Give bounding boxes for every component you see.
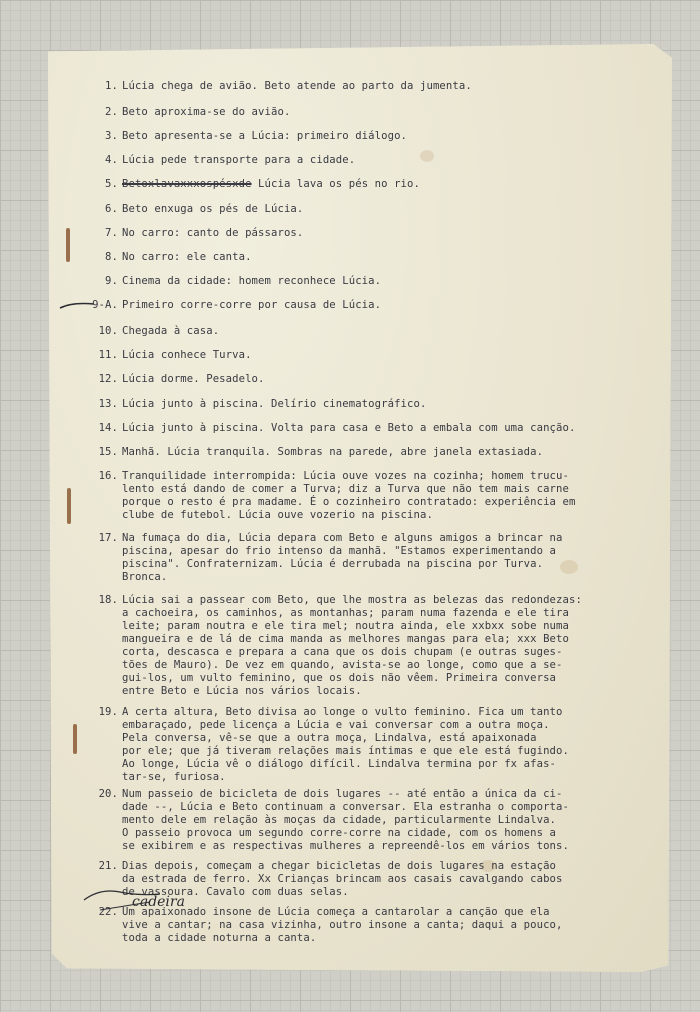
item-number: 2.	[105, 106, 118, 118]
item-line: Tranquilidade interrompida: Lúcia ouve vozes na cozinha; homem trucu-	[122, 470, 569, 482]
item-line: porque o resto é pra madame. É o cozinheiro contratado: experiência em	[122, 496, 576, 508]
item-line: Lúcia lava os pés no rio.	[251, 178, 420, 190]
item-text	[122, 470, 650, 522]
rust-mark	[66, 228, 70, 262]
item-number: 16.	[98, 470, 118, 482]
item-text	[122, 594, 650, 698]
item-line: de vassoura. Cavalo com duas selas.	[122, 886, 349, 898]
item-line: Lúcia junto à piscina. Volta para casa e Beto a embala com uma canção.	[122, 422, 576, 434]
item-line: tar-se, furiosa.	[122, 771, 226, 783]
item-text	[122, 106, 650, 119]
item-number: 20.	[98, 788, 118, 800]
item-line: mento dele em relação às moças da cidade, particularmente Lindalva.	[122, 814, 557, 826]
item-line: Beto enxuga os pés de Lúcia.	[122, 203, 304, 215]
item-line: piscina, apesar do frio intenso da manhã. "Estamos experimentando a	[122, 545, 557, 557]
item-number: 1.	[105, 80, 118, 92]
item-line: clube de futebol. Lúcia ouve vozerio na piscina.	[122, 509, 433, 521]
item-text	[122, 251, 650, 264]
item-text	[122, 349, 650, 362]
item-number: 22.	[98, 906, 118, 918]
item-line: leite; param noutra e ele tira mel; noutra ainda, ele xxbxx sobe numa	[122, 620, 569, 632]
item-line: vive a cantar; na casa vizinha, outro insone a canta; daqui a pouco,	[122, 919, 563, 931]
item-line: Lúcia dorme. Pesadelo.	[122, 373, 265, 385]
item-text	[122, 299, 650, 312]
item-line: Chegada à casa.	[122, 325, 220, 337]
item-number: 9-A.	[92, 299, 118, 311]
item-line: Primeiro corre-corre por causa de Lúcia.	[122, 299, 382, 311]
item-line: Dias depois, começam a chegar bicicletas de dois lugares na estação	[122, 860, 557, 872]
item-number: 15.	[98, 446, 118, 458]
item-line: Ao longe, Lúcia vê o diálogo difícil. Lindalva termina por fx afas-	[122, 758, 557, 770]
item-number: 17.	[98, 532, 118, 544]
item-line: Pela conversa, vê-se que a outra moça, Lindalva, está apaixonada	[122, 732, 537, 744]
item-number: 6.	[105, 203, 118, 215]
item-line: Beto apresenta-se a Lúcia: primeiro diálogo.	[122, 130, 408, 142]
item-number: 21.	[98, 860, 118, 872]
item-line: Na fumaça do dia, Lúcia depara com Beto e alguns amigos a brincar na	[122, 532, 563, 544]
struck-text: Betoxlavaxxxospésxde	[122, 178, 252, 190]
item-line: piscina". Confraternizam. Lúcia é derrubada na piscina por Turva.	[122, 558, 544, 570]
item-text	[122, 706, 650, 784]
item-line: A certa altura, Beto divisa ao longe o vulto feminino. Fica um tanto	[122, 706, 563, 718]
item-text	[122, 203, 650, 216]
item-text	[122, 532, 650, 584]
item-line: Cinema da cidade: homem reconhece Lúcia.	[122, 275, 382, 287]
item-line: da estrada de ferro. Xx Crianças brincam aos casais cavalgando cabos	[122, 873, 563, 885]
rust-mark	[73, 724, 77, 754]
item-line: gui-los, um vulto feminino, que os dois não vêem. Primeira conversa	[122, 672, 557, 684]
item-number: 11.	[98, 349, 118, 361]
item-line: Lúcia pede transporte para a cidade.	[122, 154, 356, 166]
item-line: dade --, Lúcia e Beto continuam a conversar. Ela estranha o comporta-	[122, 801, 569, 813]
item-number: 5.	[105, 178, 118, 190]
item-line: corta, descasca e prepara a cana que os dois chupam (e outras suges-	[122, 646, 563, 658]
item-line: No carro: canto de pássaros.	[122, 227, 304, 239]
item-number: 13.	[98, 398, 118, 410]
item-text	[122, 275, 650, 288]
item-number: 14.	[98, 422, 118, 434]
item-line: Num passeio de bicicleta de dois lugares -- até então a única da ci-	[122, 788, 563, 800]
item-line: toda a cidade noturna a canta.	[122, 932, 317, 944]
rust-mark	[67, 488, 71, 524]
handwritten-note: cadeira	[132, 894, 185, 910]
item-text	[122, 80, 650, 93]
item-line: Beto aproxima-se do avião.	[122, 106, 291, 118]
item-number: 18.	[98, 594, 118, 606]
item-line: Lúcia junto à piscina. Delírio cinematográfico.	[122, 398, 427, 410]
item-line: lento está dando de comer a Turva; diz a Turva que não tem mais carne	[122, 483, 569, 495]
item-number: 9.	[105, 275, 118, 287]
item-line: Lúcia chega de avião. Beto atende ao parto da jumenta.	[122, 80, 472, 92]
item-line: Lúcia conhece Turva.	[122, 349, 252, 361]
item-number: 10.	[98, 325, 118, 337]
item-text	[122, 373, 650, 386]
item-text	[122, 398, 650, 411]
item-line: Bronca.	[122, 571, 168, 583]
item-line: tões de Mauro). De vez em quando, avista-se ao longe, como que a se-	[122, 659, 563, 671]
item-line: Lúcia sai a passear com Beto, que lhe mostra as belezas das redondezas:	[122, 594, 582, 606]
item-text	[122, 178, 650, 191]
item-number: 8.	[105, 251, 118, 263]
item-number: 3.	[105, 130, 118, 142]
item-number: 12.	[98, 373, 118, 385]
item-line: se exibirem e as respectivas mulheres a repreendê-los em vários tons.	[122, 840, 569, 852]
item-line: entre Beto e Lúcia nos vários locais.	[122, 685, 362, 697]
item-line: O passeio provoca um segundo corre-corre na cidade, com os homens a	[122, 827, 557, 839]
item-text	[122, 788, 650, 853]
item-line: por ele; que já tiveram relações mais íntimas e que ele está fugindo.	[122, 745, 569, 757]
item-line: embaraçado, pede licença a Lúcia e vai conversar com a outra moça.	[122, 719, 550, 731]
item-number: 4.	[105, 154, 118, 166]
handwritten-note-scribble	[80, 880, 220, 920]
item-text	[122, 154, 650, 167]
item-text	[122, 422, 650, 435]
item-line: mangueira e de lá de cima manda as melhores mangas para ela; xxx Beto	[122, 633, 569, 645]
item-line: Um apaixonado insone de Lúcia começa a cantarolar a canção que ela	[122, 906, 550, 918]
item-line: a cachoeira, os caminhos, as montanhas; param numa fazenda e ele tira	[122, 607, 569, 619]
item-text	[122, 130, 650, 143]
item-line: Manhã. Lúcia tranquila. Sombras na parede, abre janela extasiada.	[122, 446, 544, 458]
item-number: 19.	[98, 706, 118, 718]
item-text	[122, 325, 650, 338]
item-text	[122, 446, 650, 459]
item-text	[122, 227, 650, 240]
item-line: No carro: ele canta.	[122, 251, 252, 263]
item-number: 7.	[105, 227, 118, 239]
